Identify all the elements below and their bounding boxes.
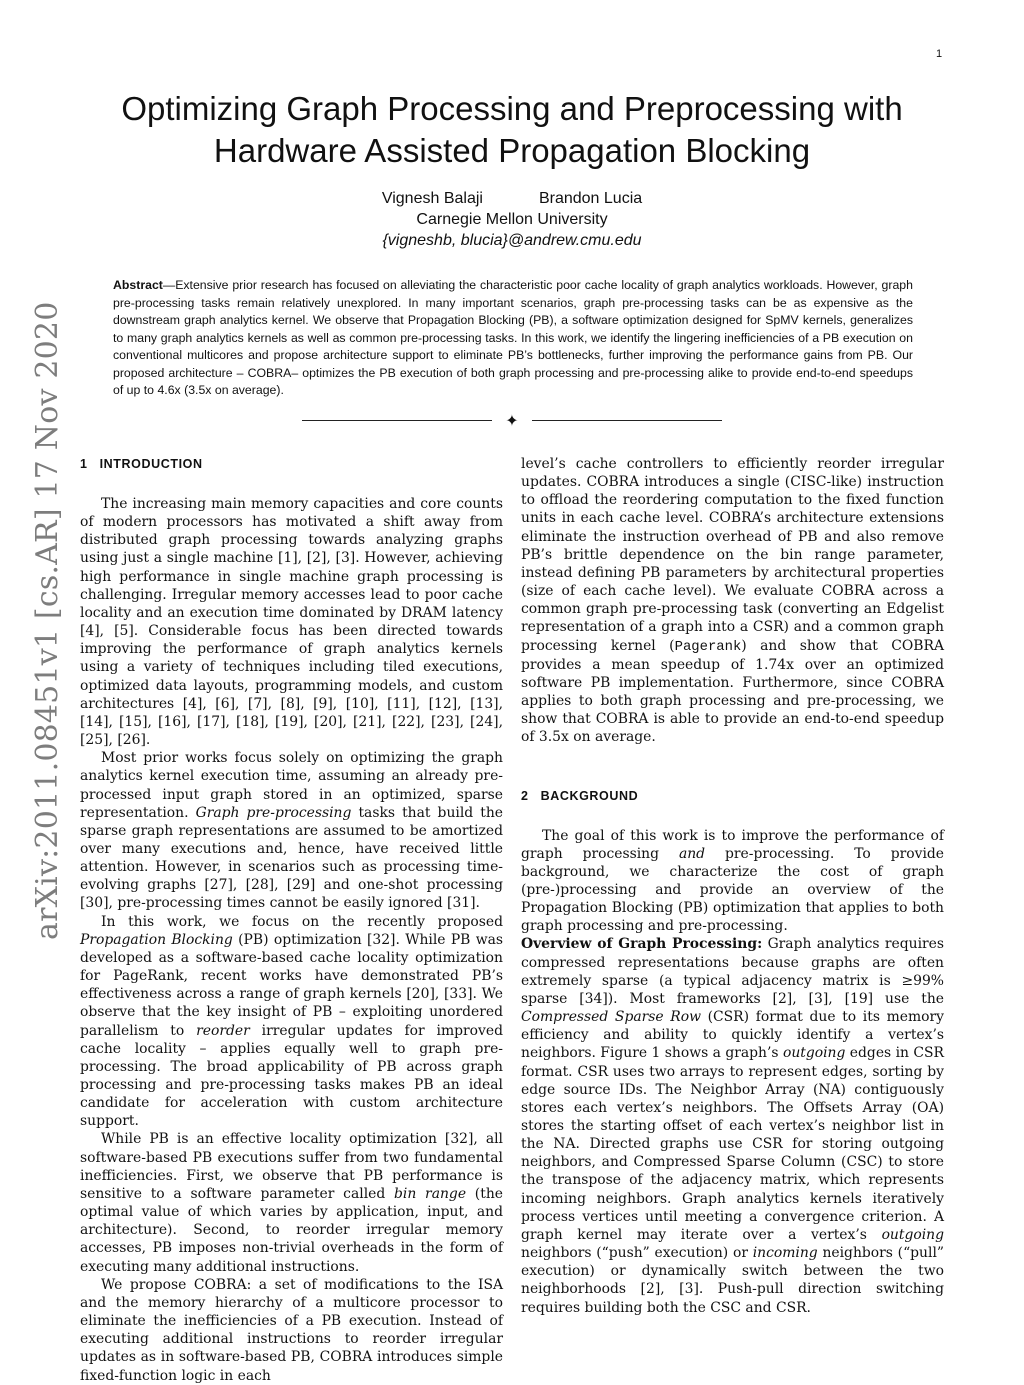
title-line-2: Hardware Assisted Propagation Blocking [213,132,811,169]
author-block [212,188,812,251]
paper-title [60,88,964,172]
background-paragraph-2: Overview of Graph Processing: Graph analytics requires compressed representations because graphs are often extremely sparse (a typical adjacency matrix is ≥99% sparse [34]). Most frameworks [2], [3], [19] use the Compressed Sparse Row (CSR) format due to its memory efficiency and ability to quickly identify a vertex’s neighbors. Figure 1 shows a graph’s outgoing edges in CSR format. CSR uses two arrays to represent edges, sorting by edge source IDs. The Neighbor Array (NA) contiguously stores each vertex’s neighbors. The Offsets Array (OA) stores the starting offset of each vertex’s neighbor list in the NA. Directed graphs use CSR for storing outgoing neighbors, and Compressed Sparse Column (CSC) to store the transpose of the adjacency matrix, which represents incoming neighbors. Graph analytics kernels iteratively process vertices until meeting a convergence criterion. A graph kernel may iterate over a vertex’s outgoing neighbors (“push” execution) or incoming neighbors (“pull” execution) or dynamically switch between the two neighborhoods [2], [3]. Push-pull direction switching requires building both the CSC and CSR. [521,936,945,1316]
intro-paragraph-5: We propose COBRA: a set of modifications to the ISA and the memory hierarchy of a multicore processor to eliminate the inefficiencies of a PB execution. Instead of executing additional instructions to reorder irregular updates as in software-based PB, COBRA introduces simple fixed-function logic in each [80,1276,503,1384]
left-column [80,455,503,1385]
arxiv-stamp: arXiv:2011.08451v1 [cs.AR] 17 Nov 2020 [30,301,65,940]
affiliation: Carnegie Mellon University [416,211,608,228]
author-email: {vigneshb, blucia}@andrew.cmu.edu [382,232,642,249]
intro-paragraph-5-continued: level’s cache controllers to efficiently reorder irregular updates. COBRA introduces a single (CISC-like) instruction to offload the reordering computation to the fixed function units in each cache level. COBRA’s architecture extensions eliminate the instruction overhead of PB and also remove PB’s brittle dependence on the bin range parameter, instead defining PB parameters by architectural properties (size of each cache level). We evaluate COBRA across a common graph pre-processing task (converting an Edgelist representation of a graph into a CSR) and a common graph processing kernel (Pagerank) and show that COBRA provides a mean speedup of 1.74x over an optimized software PB implementation. Furthermore, since COBRA applies to both graph processing and pre-processing, we show that COBRA is able to provide an end-to-end speedup of 3.5x on average. [521,456,944,746]
title-line-1: Optimizing Graph Processing and Preprocessing with [121,90,903,127]
abstract-text: —Extensive prior research has focused on alleviating the characteristic poor cache locality of graph analytics workloads. However, graph pre-processing tasks remain relatively unexplored. In many important scenarios, graph pre-processing tasks can be as expensive as the downstream graph analytics kernel. We observe that Propagation Blocking (PB), a software optimization designed for SpMV kernels, generalizes to many graph analytics kernels as well as common pre-processing tasks. In this work, we identify the lingering inefficiencies of a PB execution on conventional multicores and propose architecture support to eliminate PB’s bottlenecks, further improving the performance gains from PB. Our proposed architecture – COBRA– optimizes the PB execution of both graph processing and pre-processing alike to provide end-to-end speedups of up to 4.6x (3.5x on average). [113,278,913,397]
intro-paragraph-4: While PB is an effective locality optimization [32], all software-based PB executions suffer from two fundamental inefficiencies. First, we observe that PB performance is sensitive to a software parameter called bin range (the optimal value of which varies by application, input, and architecture). Second, to reorder irregular memory accesses, PB imposes non-trivial overheads in the form of executing many additional instructions. [80,1131,503,1275]
divider-line-left [302,420,492,421]
intro-paragraph-3: In this work, we focus on the recently proposed Propagation Blocking (PB) optimization [32]. While PB was developed as a software-based cache locality optimization for PageRank, recent works have demonstrated PB’s effectiveness across a range of graph kernels [20], [33]. We observe that the key insight of PB – exploiting unordered parallelism to reorder irregular updates for improved cache locality – applies equally well to graph pre-processing. The broad applicability of PB across graph processing and pre-processing tasks makes PB an ideal candidate for acceleration with custom architecture support. [80,913,503,1130]
background-paragraph-1: The goal of this work is to improve the performance of graph processing and pre-processing. To provide background, we characterize the cost of graph (pre-)processing and provide an overview of the Propagation Blocking (PB) optimization that applies to both graph processing and pre-processing. [521,827,945,935]
section-heading-background: 2 BACKGROUND [521,788,639,803]
overview-label: Overview of Graph Processing: [521,936,763,953]
right-column [521,455,944,1317]
divider-star-icon: ✦ [505,411,519,430]
abstract [113,277,913,400]
pagerank-code: Pagerank [674,638,742,655]
intro-paragraph-1: The increasing main memory capacities and core counts of modern processors has motivated a shift away from distributed graph processing towards analyzing graphs using just a single machine [1], [2], [3]. However, achieving high performance in single machine graph processing is challenging. Irregular memory accesses lead to poor cache locality and an execution time dominated by DRAM latency [4], [5]. Considerable focus has been directed towards improving the performance of graph analytics kernels using a variety of techniques including tiled executions, optimized data layouts, programming models, and custom architectures [4], [6], [7], [8], [9], [10], [11], [12], [13], [14], [15], [16], [17], [18], [19], [20], [21], [22], [23], [24], [25], [26]. [80,496,503,749]
author-1: Vignesh Balaji [381,190,483,207]
author-2: Brandon Lucia [538,190,643,207]
section-heading-introduction: 1 INTRODUCTION [80,457,203,471]
abstract-label: Abstract [113,278,163,292]
intro-paragraph-2: Most prior works focus solely on optimizing the graph analytics kernel execution time, assuming an already pre-processed input graph stored in an optimized, sparse representation. Graph pre-processing tasks that build the sparse graph representations are assumed to be amortized over many executions and, hence, have received little attention. However, in scenarios such as processing time-evolving graphs [27], [28], [29] and one-shot processing [30], pre-processing times cannot be easily ignored [31]. [80,750,503,912]
author-names [212,188,812,209]
page-number: 1 [936,48,943,60]
section-divider [302,412,722,432]
divider-line-right [532,420,722,421]
